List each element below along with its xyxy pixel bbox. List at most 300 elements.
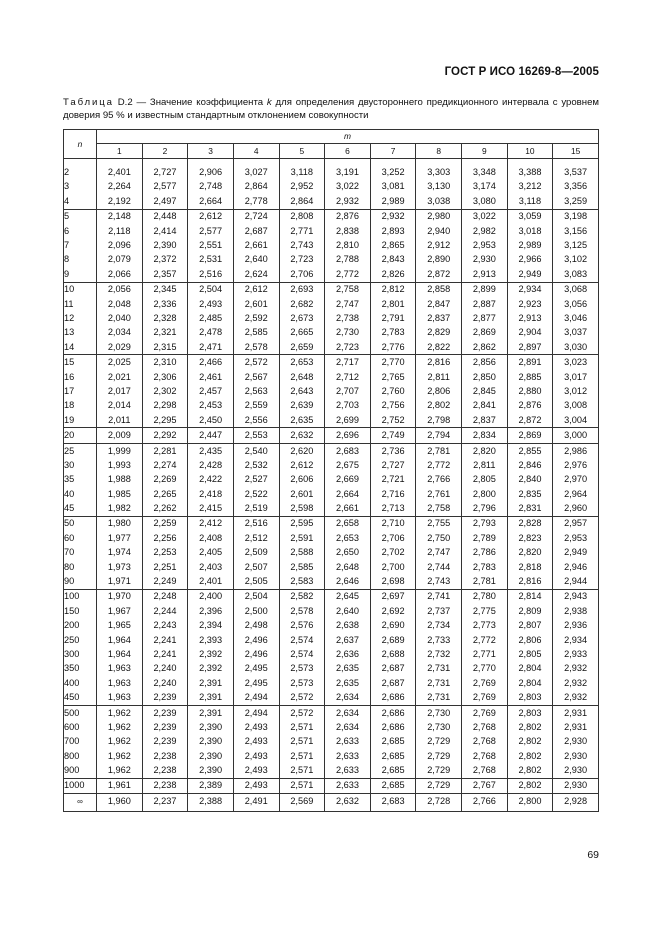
table-row bbox=[64, 340, 599, 355]
table-row bbox=[64, 370, 599, 384]
k-value-cell: 2,389 bbox=[188, 778, 234, 793]
table-row bbox=[64, 355, 599, 370]
table-row bbox=[64, 473, 599, 487]
k-value-cell: 2,390 bbox=[188, 720, 234, 734]
k-value-cell: 2,634 bbox=[325, 690, 371, 705]
k-value-cell: 2,021 bbox=[97, 370, 143, 384]
k-value-cell: 2,253 bbox=[142, 546, 188, 560]
k-value-cell: 2,633 bbox=[325, 763, 371, 778]
k-value-cell: 2,789 bbox=[462, 531, 508, 545]
k-value-cell: 2,029 bbox=[97, 340, 143, 355]
k-value-cell: 2,938 bbox=[553, 604, 599, 618]
k-value-cell: 2,512 bbox=[233, 531, 279, 545]
k-value-cell: 2,946 bbox=[553, 560, 599, 574]
k-value-cell: 2,588 bbox=[279, 546, 325, 560]
k-value-cell: 2,450 bbox=[188, 413, 234, 428]
k-value-cell: 2,571 bbox=[279, 763, 325, 778]
k-value-cell: 2,772 bbox=[416, 458, 462, 472]
k-value-cell: 2,897 bbox=[507, 340, 553, 355]
k-value-cell: 2,966 bbox=[507, 253, 553, 267]
k-value-cell: 2,148 bbox=[97, 209, 143, 224]
k-value-cell: 2,393 bbox=[188, 633, 234, 647]
k-value-cell: 2,808 bbox=[279, 209, 325, 224]
k-value-cell: 2,688 bbox=[370, 647, 416, 661]
n-cell: 200 bbox=[64, 619, 97, 633]
k-value-cell: 2,573 bbox=[279, 676, 325, 690]
k-value-cell: 2,953 bbox=[553, 531, 599, 545]
k-value-cell: 2,778 bbox=[233, 194, 279, 209]
table-row bbox=[64, 690, 599, 705]
k-value-cell: 2,336 bbox=[142, 297, 188, 311]
k-value-cell: 2,692 bbox=[370, 604, 416, 618]
k-value-cell: 2,880 bbox=[507, 384, 553, 398]
k-value-cell: 2,391 bbox=[188, 676, 234, 690]
k-value-cell: 3,303 bbox=[416, 159, 462, 180]
k-value-cell: 2,750 bbox=[416, 531, 462, 545]
k-value-cell: 2,658 bbox=[325, 516, 371, 531]
table-row bbox=[64, 720, 599, 734]
k-value-cell: 2,724 bbox=[233, 209, 279, 224]
k-value-cell: 2,736 bbox=[370, 443, 416, 458]
k-value-cell: 2,932 bbox=[553, 690, 599, 705]
k-value-cell: 2,930 bbox=[553, 749, 599, 763]
k-value-cell: 2,585 bbox=[279, 560, 325, 574]
k-value-cell: 2,682 bbox=[279, 297, 325, 311]
k-value-cell: 2,392 bbox=[188, 662, 234, 676]
k-value-cell: 2,598 bbox=[279, 501, 325, 516]
k-value-cell: 2,816 bbox=[507, 574, 553, 589]
caption-text-before: — Значение коэффициента bbox=[132, 97, 267, 108]
m-value-header: 10 bbox=[507, 144, 553, 159]
table-caption bbox=[63, 97, 599, 122]
k-value-cell: 2,661 bbox=[233, 238, 279, 252]
k-value-cell: 2,494 bbox=[233, 690, 279, 705]
k-value-cell: 2,635 bbox=[279, 413, 325, 428]
k-value-cell: 2,009 bbox=[97, 428, 143, 443]
k-value-cell: 2,686 bbox=[370, 690, 416, 705]
k-value-cell: 2,729 bbox=[416, 763, 462, 778]
table-row bbox=[64, 282, 599, 297]
k-value-cell: 2,405 bbox=[188, 546, 234, 560]
k-value-cell: 2,683 bbox=[370, 794, 416, 811]
k-value-cell: 2,877 bbox=[462, 311, 508, 325]
k-value-cell: 3,537 bbox=[553, 159, 599, 180]
k-value-cell: 2,507 bbox=[233, 560, 279, 574]
k-value-cell: 2,664 bbox=[188, 194, 234, 209]
k-value-cell: 2,269 bbox=[142, 473, 188, 487]
k-value-cell: 2,820 bbox=[507, 546, 553, 560]
k-value-cell: 2,780 bbox=[462, 589, 508, 604]
k-value-cell: 2,493 bbox=[233, 749, 279, 763]
k-value-cell: 2,192 bbox=[97, 194, 143, 209]
k-value-cell: 2,887 bbox=[462, 297, 508, 311]
k-value-cell: 2,302 bbox=[142, 384, 188, 398]
k-value-cell: 2,531 bbox=[188, 253, 234, 267]
k-value-cell: 2,733 bbox=[416, 633, 462, 647]
k-value-cell: 2,807 bbox=[507, 619, 553, 633]
k-value-cell: 2,493 bbox=[233, 763, 279, 778]
table-row bbox=[64, 159, 599, 180]
table-row bbox=[64, 253, 599, 267]
k-value-cell: 2,048 bbox=[97, 297, 143, 311]
k-value-cell: 2,713 bbox=[370, 501, 416, 516]
k-value-cell: 2,248 bbox=[142, 589, 188, 604]
k-value-cell: 3,118 bbox=[507, 194, 553, 209]
k-value-cell: 2,390 bbox=[188, 749, 234, 763]
k-value-cell: 2,845 bbox=[462, 384, 508, 398]
n-cell: 5 bbox=[64, 209, 97, 224]
k-value-cell: 2,869 bbox=[507, 428, 553, 443]
k-value-cell: 2,497 bbox=[142, 194, 188, 209]
k-value-cell: 2,964 bbox=[553, 487, 599, 501]
k-value-cell: 2,793 bbox=[462, 516, 508, 531]
k-value-cell: 2,687 bbox=[370, 662, 416, 676]
k-value-cell: 2,729 bbox=[416, 749, 462, 763]
k-value-cell: 3,023 bbox=[553, 355, 599, 370]
k-value-cell: 2,843 bbox=[370, 253, 416, 267]
k-value-cell: 2,262 bbox=[142, 501, 188, 516]
k-value-cell: 2,661 bbox=[325, 501, 371, 516]
k-value-cell: 2,683 bbox=[325, 443, 371, 458]
table-row bbox=[64, 531, 599, 545]
k-value-cell: 2,495 bbox=[233, 662, 279, 676]
k-value-cell: 2,976 bbox=[553, 458, 599, 472]
k-value-cell: 2,633 bbox=[325, 778, 371, 793]
k-value-cell: 2,864 bbox=[233, 180, 279, 194]
k-value-cell: 2,806 bbox=[416, 384, 462, 398]
k-value-cell: 2,802 bbox=[507, 778, 553, 793]
k-value-cell: 2,650 bbox=[325, 546, 371, 560]
k-value-cell: 3,022 bbox=[462, 209, 508, 224]
k-value-cell: 2,690 bbox=[370, 619, 416, 633]
n-cell: 19 bbox=[64, 413, 97, 428]
k-value-cell: 2,786 bbox=[462, 546, 508, 560]
k-value-cell: 2,768 bbox=[462, 749, 508, 763]
k-value-cell: 2,936 bbox=[553, 619, 599, 633]
n-cell: 100 bbox=[64, 589, 97, 604]
k-value-cell: 3,212 bbox=[507, 180, 553, 194]
k-value-cell: 1,964 bbox=[97, 647, 143, 661]
n-cell: 16 bbox=[64, 370, 97, 384]
k-value-cell: 2,066 bbox=[97, 267, 143, 282]
k-value-cell: 2,933 bbox=[553, 647, 599, 661]
k-value-cell: 2,696 bbox=[325, 428, 371, 443]
k-value-cell: 2,567 bbox=[233, 370, 279, 384]
k-value-cell: 2,240 bbox=[142, 676, 188, 690]
k-value-cell: 2,800 bbox=[507, 794, 553, 811]
k-value-cell: 2,591 bbox=[279, 531, 325, 545]
k-value-cell: 2,702 bbox=[370, 546, 416, 560]
n-cell: 900 bbox=[64, 763, 97, 778]
k-value-cell: 2,096 bbox=[97, 238, 143, 252]
k-value-cell: 2,712 bbox=[325, 370, 371, 384]
k-value-cell: 2,496 bbox=[233, 647, 279, 661]
k-value-cell: 2,601 bbox=[233, 297, 279, 311]
k-value-cell: 2,772 bbox=[462, 633, 508, 647]
table-row bbox=[64, 604, 599, 618]
k-value-cell: 2,414 bbox=[142, 224, 188, 238]
k-value-cell: 2,840 bbox=[507, 473, 553, 487]
n-cell: 150 bbox=[64, 604, 97, 618]
table-body bbox=[64, 159, 599, 811]
k-value-cell: 2,685 bbox=[370, 763, 416, 778]
k-value-cell: 2,238 bbox=[142, 749, 188, 763]
k-value-cell: 2,730 bbox=[325, 326, 371, 340]
k-value-cell: 2,576 bbox=[279, 619, 325, 633]
k-value-cell: 2,872 bbox=[507, 413, 553, 428]
k-value-cell: 2,700 bbox=[370, 560, 416, 574]
n-cell: ∞ bbox=[64, 794, 97, 811]
k-value-cell: 2,812 bbox=[370, 282, 416, 297]
k-value-cell: 2,864 bbox=[279, 194, 325, 209]
k-value-cell: 2,241 bbox=[142, 647, 188, 661]
k-value-cell: 1,999 bbox=[97, 443, 143, 458]
k-value-cell: 2,855 bbox=[507, 443, 553, 458]
k-value-cell: 2,388 bbox=[188, 794, 234, 811]
k-value-cell: 2,494 bbox=[233, 705, 279, 720]
k-value-cell: 2,632 bbox=[279, 428, 325, 443]
table-row bbox=[64, 619, 599, 633]
k-value-cell: 2,056 bbox=[97, 282, 143, 297]
k-value-cell: 2,756 bbox=[370, 399, 416, 413]
k-value-cell: 2,760 bbox=[370, 384, 416, 398]
n-cell: 250 bbox=[64, 633, 97, 647]
k-value-cell: 2,391 bbox=[188, 690, 234, 705]
m-header: m bbox=[97, 130, 599, 144]
k-value-cell: 2,504 bbox=[233, 589, 279, 604]
k-value-cell: 2,802 bbox=[507, 735, 553, 749]
k-value-cell: 2,390 bbox=[142, 238, 188, 252]
k-value-cell: 2,752 bbox=[370, 413, 416, 428]
k-value-cell: 1,960 bbox=[97, 794, 143, 811]
k-value-cell: 2,940 bbox=[416, 224, 462, 238]
k-value-cell: 2,572 bbox=[233, 355, 279, 370]
k-value-cell: 2,949 bbox=[553, 546, 599, 560]
page-number: 69 bbox=[587, 849, 599, 861]
k-value-cell: 1,970 bbox=[97, 589, 143, 604]
n-cell: 50 bbox=[64, 516, 97, 531]
k-value-cell: 2,418 bbox=[188, 487, 234, 501]
k-value-cell: 2,802 bbox=[416, 399, 462, 413]
k-value-cell: 2,771 bbox=[462, 647, 508, 661]
k-value-cell: 2,453 bbox=[188, 399, 234, 413]
k-value-cell: 1,961 bbox=[97, 778, 143, 793]
k-value-cell: 2,831 bbox=[507, 501, 553, 516]
k-value-cell: 2,800 bbox=[462, 487, 508, 501]
k-value-cell: 2,014 bbox=[97, 399, 143, 413]
k-value-cell: 2,730 bbox=[416, 705, 462, 720]
table-row bbox=[64, 413, 599, 428]
table-row bbox=[64, 297, 599, 311]
k-value-cell: 2,816 bbox=[416, 355, 462, 370]
table-row bbox=[64, 676, 599, 690]
k-value-cell: 2,532 bbox=[233, 458, 279, 472]
k-value-cell: 2,673 bbox=[279, 311, 325, 325]
k-value-cell: 2,850 bbox=[462, 370, 508, 384]
k-value-cell: 2,794 bbox=[416, 428, 462, 443]
k-value-cell: 2,765 bbox=[370, 370, 416, 384]
k-value-cell: 2,281 bbox=[142, 443, 188, 458]
k-value-cell: 2,592 bbox=[233, 311, 279, 325]
k-value-cell: 1,971 bbox=[97, 574, 143, 589]
n-cell: 15 bbox=[64, 355, 97, 370]
m-value-header: 4 bbox=[233, 144, 279, 159]
k-value-cell: 2,274 bbox=[142, 458, 188, 472]
k-value-cell: 2,241 bbox=[142, 633, 188, 647]
k-value-cell: 2,743 bbox=[279, 238, 325, 252]
k-value-cell: 2,239 bbox=[142, 720, 188, 734]
k-value-cell: 2,837 bbox=[416, 311, 462, 325]
k-value-cell: 2,040 bbox=[97, 311, 143, 325]
n-cell: 13 bbox=[64, 326, 97, 340]
k-value-cell: 2,578 bbox=[233, 340, 279, 355]
table-row bbox=[64, 589, 599, 604]
k-value-cell: 2,791 bbox=[370, 311, 416, 325]
n-cell: 600 bbox=[64, 720, 97, 734]
k-value-cell: 2,731 bbox=[416, 690, 462, 705]
k-value-cell: 2,743 bbox=[416, 574, 462, 589]
k-value-cell: 2,768 bbox=[462, 720, 508, 734]
k-value-cell: 3,156 bbox=[553, 224, 599, 238]
k-value-cell: 2,828 bbox=[507, 516, 553, 531]
k-value-cell: 1,962 bbox=[97, 763, 143, 778]
k-value-cell: 2,835 bbox=[507, 487, 553, 501]
k-value-cell: 2,391 bbox=[188, 705, 234, 720]
m-value-header: 9 bbox=[462, 144, 508, 159]
k-value-cell: 2,685 bbox=[370, 749, 416, 763]
k-value-cell: 2,632 bbox=[325, 794, 371, 811]
n-cell: 70 bbox=[64, 546, 97, 560]
k-value-cell: 2,639 bbox=[279, 399, 325, 413]
k-value-cell: 2,931 bbox=[553, 705, 599, 720]
m-value-header: 6 bbox=[325, 144, 371, 159]
k-value-cell: 2,265 bbox=[142, 487, 188, 501]
n-cell: 25 bbox=[64, 443, 97, 458]
k-value-cell: 2,989 bbox=[370, 194, 416, 209]
table-row bbox=[64, 428, 599, 443]
k-value-cell: 2,703 bbox=[325, 399, 371, 413]
table-row bbox=[64, 794, 599, 811]
k-value-cell: 2,755 bbox=[416, 516, 462, 531]
k-value-cell: 2,982 bbox=[462, 224, 508, 238]
k-value-cell: 2,239 bbox=[142, 735, 188, 749]
k-value-cell: 3,030 bbox=[553, 340, 599, 355]
k-value-cell: 1,988 bbox=[97, 473, 143, 487]
k-value-cell: 2,357 bbox=[142, 267, 188, 282]
k-value-cell: 2,491 bbox=[233, 794, 279, 811]
k-value-cell: 2,675 bbox=[325, 458, 371, 472]
k-value-cell: 2,249 bbox=[142, 574, 188, 589]
k-value-cell: 2,885 bbox=[507, 370, 553, 384]
k-value-cell: 2,876 bbox=[325, 209, 371, 224]
k-value-cell: 2,838 bbox=[325, 224, 371, 238]
table-row bbox=[64, 501, 599, 516]
k-value-cell: 2,573 bbox=[279, 662, 325, 676]
k-value-cell: 2,635 bbox=[325, 662, 371, 676]
k-value-cell: 2,493 bbox=[188, 297, 234, 311]
k-value-cell: 2,732 bbox=[416, 647, 462, 661]
k-value-cell: 2,582 bbox=[279, 589, 325, 604]
k-value-cell: 2,932 bbox=[325, 194, 371, 209]
n-cell: 9 bbox=[64, 267, 97, 282]
k-value-cell: 2,706 bbox=[279, 267, 325, 282]
k-value-cell: 2,767 bbox=[462, 778, 508, 793]
k-value-cell: 2,783 bbox=[462, 560, 508, 574]
k-value-cell: 2,904 bbox=[507, 326, 553, 340]
k-value-cell: 2,729 bbox=[416, 735, 462, 749]
k-value-cell: 2,435 bbox=[188, 443, 234, 458]
k-value-cell: 3,004 bbox=[553, 413, 599, 428]
k-value-cell: 2,498 bbox=[233, 619, 279, 633]
m-values-row bbox=[64, 144, 599, 159]
k-value-cell: 1,962 bbox=[97, 749, 143, 763]
caption-label: Таблица bbox=[63, 97, 114, 108]
k-value-cell: 2,447 bbox=[188, 428, 234, 443]
k-value-cell: 3,017 bbox=[553, 370, 599, 384]
n-cell: 400 bbox=[64, 676, 97, 690]
k-value-cell: 2,768 bbox=[462, 735, 508, 749]
k-value-cell: 2,803 bbox=[507, 705, 553, 720]
k-value-cell: 2,471 bbox=[188, 340, 234, 355]
k-value-cell: 2,707 bbox=[325, 384, 371, 398]
k-value-cell: 2,669 bbox=[325, 473, 371, 487]
k-value-cell: 2,697 bbox=[370, 589, 416, 604]
k-value-cell: 2,858 bbox=[416, 282, 462, 297]
n-cell: 450 bbox=[64, 690, 97, 705]
k-value-cell: 3,356 bbox=[553, 180, 599, 194]
k-value-cell: 2,516 bbox=[188, 267, 234, 282]
k-value-cell: 2,606 bbox=[279, 473, 325, 487]
m-value-header: 2 bbox=[142, 144, 188, 159]
k-value-cell: 2,685 bbox=[370, 735, 416, 749]
k-value-cell: 3,081 bbox=[370, 180, 416, 194]
n-cell: 700 bbox=[64, 735, 97, 749]
k-value-cell: 2,638 bbox=[325, 619, 371, 633]
k-value-cell: 2,239 bbox=[142, 705, 188, 720]
k-value-cell: 3,027 bbox=[233, 159, 279, 180]
k-value-cell: 2,540 bbox=[233, 443, 279, 458]
k-value-cell: 1,962 bbox=[97, 705, 143, 720]
k-value-cell: 2,394 bbox=[188, 619, 234, 633]
k-value-cell: 3,018 bbox=[507, 224, 553, 238]
k-value-cell: 2,772 bbox=[325, 267, 371, 282]
table-row bbox=[64, 224, 599, 238]
k-value-cell: 2,804 bbox=[507, 662, 553, 676]
k-value-cell: 2,930 bbox=[553, 763, 599, 778]
table-row bbox=[64, 705, 599, 720]
k-value-cell: 2,727 bbox=[370, 458, 416, 472]
k-value-cell: 2,930 bbox=[553, 778, 599, 793]
table-row bbox=[64, 209, 599, 224]
table-row bbox=[64, 735, 599, 749]
k-value-cell: 2,415 bbox=[188, 501, 234, 516]
k-value-cell: 2,243 bbox=[142, 619, 188, 633]
k-value-cell: 2,583 bbox=[279, 574, 325, 589]
k-value-cell: 2,601 bbox=[279, 487, 325, 501]
caption-number: D.2 bbox=[117, 97, 133, 108]
k-value-cell: 2,665 bbox=[279, 326, 325, 340]
k-value-cell: 2,264 bbox=[97, 180, 143, 194]
k-value-cell: 2,551 bbox=[188, 238, 234, 252]
k-value-cell: 2,770 bbox=[462, 662, 508, 676]
table-row bbox=[64, 633, 599, 647]
m-value-header: 5 bbox=[279, 144, 325, 159]
k-value-cell: 2,553 bbox=[233, 428, 279, 443]
table-row bbox=[64, 546, 599, 560]
k-value-cell: 2,620 bbox=[279, 443, 325, 458]
k-value-cell: 2,624 bbox=[233, 267, 279, 282]
n-cell: 30 bbox=[64, 458, 97, 472]
